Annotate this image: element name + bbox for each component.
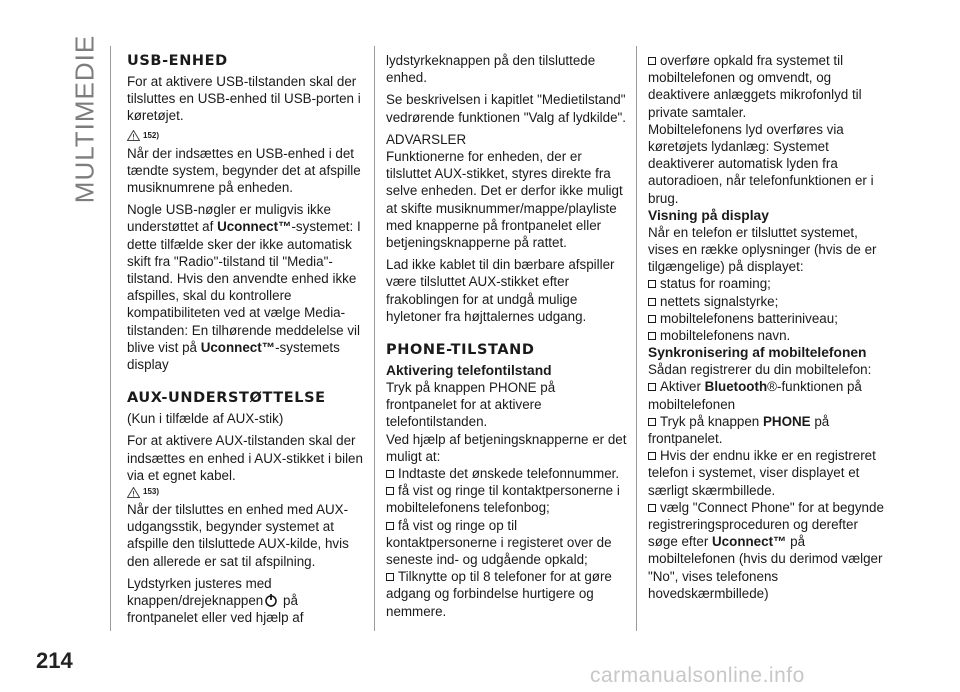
aux-paragraph-4: Lydstyrken justeres med knappen/drejeknappen på frontpanelet eller ved hjælp af [127, 575, 304, 626]
aux-paragraph-5: lydstyrkeknappen på den tilsluttede enhed. [386, 53, 596, 86]
heading-activation: Aktivering telefontilstand [386, 363, 552, 379]
list-item: mobiltelefonens batteriniveau; [648, 310, 884, 327]
warning-ref-153: 153) [127, 486, 365, 498]
list-item: få vist og ringe til kontaktpersonerne i mobiltelefonens telefonbog; [386, 483, 620, 516]
display-info-list [648, 275, 884, 344]
warning-triangle-icon [127, 487, 140, 498]
sync-paragraph: Sådan registrerer du din mobiltelefon: [648, 362, 872, 378]
side-divider [110, 46, 111, 631]
bullet-icon [648, 57, 656, 65]
list-item: overføre opkald fra systemet til mobiltelefonen og omvendt, og deaktivere anlæggets mikrofonlyd til private samtaler. [648, 53, 862, 120]
bullet-icon [386, 573, 394, 581]
column-divider-1 [374, 46, 375, 631]
heading-phone: PHONE-TILSTAND [386, 342, 535, 359]
watermark: carmanualsonline.info [590, 664, 805, 687]
bullet-icon [648, 504, 656, 512]
column-divider-2 [636, 46, 637, 631]
usb-paragraph-1: For at aktivere USB-tilstanden skal der tilsluttes en USB-enhed til USB-porten i køretøjet. [127, 74, 361, 124]
power-knob-icon [264, 593, 278, 607]
list-item: mobiltelefonens navn. [648, 327, 884, 344]
heading-aux: AUX-UNDERSTØTTELSE [127, 390, 326, 407]
section-side-title: MULTIMEDIE [69, 34, 100, 204]
list-item: Hvis der endnu ikke er en registreret telefon i systemet, viser displayet et særligt skærmbillede. [648, 448, 876, 498]
list-item: få vist og ringe op til kontaktpersonerne i registeret over de seneste ind- og udgående opkald; [386, 517, 612, 568]
list-item: vælg "Connect Phone" for at begynde registreringsproceduren og derefter søge efter Uconnect™ på mobiltelefonen (hvis du derimod vælger "No", vises telefonens hovedskærmbillede) [648, 499, 884, 601]
heading-usb: USB-ENHED [127, 53, 228, 69]
phone-paragraph-2: Ved hjælp af betjeningsknapperne er det muligt at: [386, 431, 627, 464]
bullet-icon [648, 383, 656, 391]
display-paragraph: Når en telefon er tilsluttet systemet, vises en række oplysninger (hvis de er tilgængelige) på displayet: [648, 224, 877, 275]
bullet-icon [648, 332, 656, 340]
aux-paragraph-1: (Kun i tilfælde af AUX-stik) [127, 411, 284, 427]
bullet-icon [648, 280, 656, 288]
warnings-label: ADVARSLER [386, 131, 467, 147]
heading-sync: Synkronisering af mobiltelefonen [648, 345, 867, 361]
bullet-icon [386, 470, 394, 478]
column-1 [127, 52, 365, 631]
sync-steps-list [648, 378, 884, 602]
list-item: Aktiver Bluetooth®-funktionen på mobiltelefonen [648, 379, 862, 412]
bullet-icon [648, 418, 656, 426]
phone-functions-list [386, 465, 628, 620]
aux-paragraph-2: For at aktivere AUX-tilstanden skal der indsættes en enhed i AUX-stikket i bilen via et egnet kabel. [127, 433, 363, 483]
warning-ref-152: 152) [127, 130, 365, 142]
aux-paragraph-6: Se beskrivelsen i kapitlet "Medietilstand" vedrørende funktionen "Valg af lydkilde". [386, 92, 627, 125]
list-item: Tilknytte op til 8 telefoner for at gøre adgang og forbindelse hurtigere og nemmere. [386, 569, 612, 619]
aux-paragraph-3: Når der tilsluttes en enhed med AUX-udgangsstik, begynder systemet at afspille den tilsluttede AUX-kilde, hvis den allerede er sat til afspilning. [127, 502, 349, 569]
usb-paragraph-2: Når der indsættes en USB-enhed i det tændte system, begynder det at afspille musiknumrene på enheden. [127, 145, 361, 196]
phone-paragraph-1: Tryk på knappen PHONE på frontpanelet for at aktivere telefontilstanden. [386, 380, 556, 430]
bullet-icon [648, 298, 656, 306]
list-item: Tryk på knappen PHONE på frontpanelet. [648, 413, 830, 447]
column-2 [386, 52, 628, 620]
bullet-icon [648, 315, 656, 323]
bullet-icon [648, 452, 656, 460]
list-item: status for roaming; [648, 275, 884, 292]
column-3 [648, 52, 884, 602]
list-item: nettets signalstyrke; [648, 293, 884, 310]
aux-paragraph-7: Funktionerne for enheden, der er tilsluttet AUX-stikket, styres direkte fra selve enheden. Det er derfor ikke muligt at skifte musiknummer/mappe/playliste med knapperne på frontpanelet eller betjeningsknapperne på rattet. [386, 149, 623, 251]
list-item: Indtaste det ønskede telefonnummer. [386, 465, 628, 482]
usb-paragraph-3: Nogle USB-nøgler er muligvis ikke understøttet af Uconnect™-systemet: I dette tilfælde sker der ikke automatisk skift fra "Radio"-tilstand til "Media"-tilstand. Hvis den anvendte enhed ikke afspilles, skal du kontrollere kompatibiliteten ved at vælge Media-tilstanden: En tilhørende meddelelse vil blive vist på Uconnect™-systemets display [127, 202, 361, 373]
aux-paragraph-8: Lad ikke kablet til din bærbare afspiller være tilsluttet AUX-stikket efter frakoblingen for at undgå mulige hyletoner fra højttalernes udgang. [386, 257, 615, 324]
page-number: 214 [36, 648, 73, 673]
heading-display: Visning på display [648, 207, 769, 223]
phone-audio-paragraph: Mobiltelefonens lyd overføres via køretøjets lydanlæg: Systemet deaktiverer automatisk lyden fra autoradioen, når telefonfunktionen er i brug. [648, 121, 874, 206]
warning-triangle-icon [127, 130, 140, 141]
bullet-icon [386, 522, 394, 530]
bullet-icon [386, 487, 394, 495]
